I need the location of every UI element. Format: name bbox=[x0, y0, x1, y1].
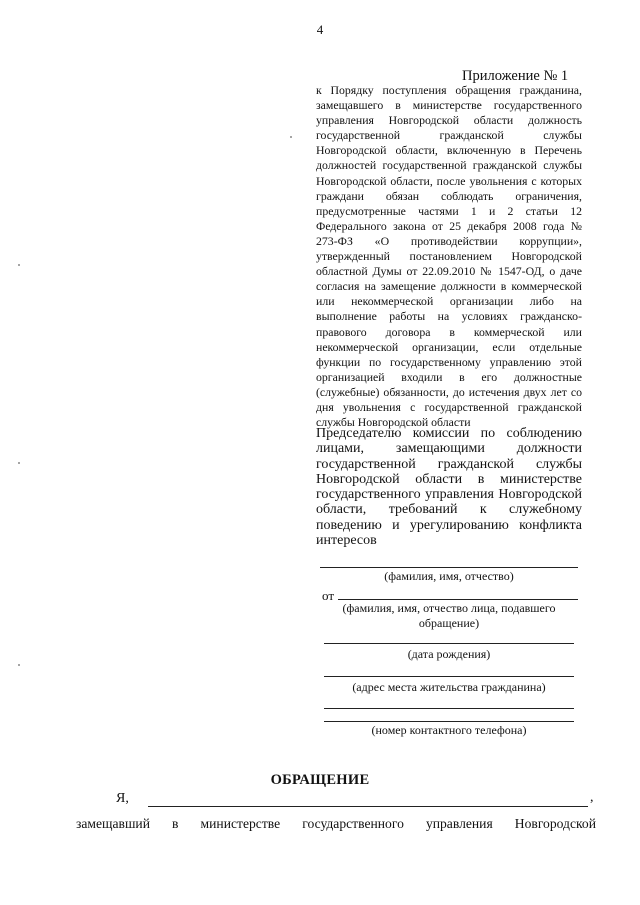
applicant-name-caption: (фамилия, имя, отчество лица, подавшего обращение) bbox=[342, 601, 556, 630]
appendix-title: Приложение № 1 bbox=[462, 68, 569, 84]
phone-caption: (номер контактного телефона) bbox=[371, 723, 527, 737]
appeal-title: ОБРАЩЕНИЕ bbox=[270, 772, 370, 788]
ya-label: Я, bbox=[116, 791, 129, 806]
chairman-name-line[interactable] bbox=[320, 567, 578, 568]
phone-line-1[interactable] bbox=[324, 708, 574, 709]
chairman-name-caption: (фамилия, имя, отчество) bbox=[384, 569, 514, 583]
appeal-body-text: замещавший в министерстве государственного управления Новгородской bbox=[76, 816, 596, 831]
appeal-name-line[interactable] bbox=[148, 806, 588, 807]
birth-date-caption: (дата рождения) bbox=[407, 647, 491, 661]
appeal-comma: , bbox=[590, 790, 594, 805]
appendix-text: к Порядку поступления обращения гражданина, замещавшего в министерстве государственного управления Новгородской области должность государственной гражданской службы Новгородской области, включенную в Перечень должностей государственной гражданской службы Новгородской области, после увольнения с которых граждани обязан соблюдать ограничения, предусмотренные частями 1 и 2 статьи 12 Федерального закона от 25 декабря 2008 года № 273-ФЗ «О противодействии коррупции», утвержденный постановлением Новгородской областной Думы от 22.09.2010 № 1547-ОД, о даче согласия на замещение должности в коммерческой или некоммерческой организации либо на выполнение работы на условиях гражданско-правового договора в коммерческой или некоммерческой организации, если отдельные функции по государственному управлению этой организацией входили в его должностные (служебные) обязанности, до истечения двух лет со дня увольнения с государственной гражданской службы Новгородской области bbox=[316, 83, 582, 430]
addressee-block: Председателю комиссии по соблюдению лицами, замещающими должности государственной гражданской службы Новгородской области в министерстве государственного управления Новгородской области, требований к служебному поведению и урегулированию конфликта интересов bbox=[316, 426, 582, 549]
birth-date-line[interactable] bbox=[324, 643, 574, 644]
page-number: 4 bbox=[316, 22, 324, 37]
applicant-name-line[interactable] bbox=[338, 599, 578, 600]
scan-dot bbox=[18, 664, 20, 666]
scan-dot bbox=[18, 264, 20, 266]
phone-line-2[interactable] bbox=[324, 721, 574, 722]
address-line[interactable] bbox=[324, 676, 574, 677]
from-label: от bbox=[322, 588, 335, 603]
scan-dot bbox=[290, 136, 292, 138]
scan-dot bbox=[18, 462, 20, 464]
address-caption: (адрес места жительства гражданина) bbox=[352, 680, 546, 694]
